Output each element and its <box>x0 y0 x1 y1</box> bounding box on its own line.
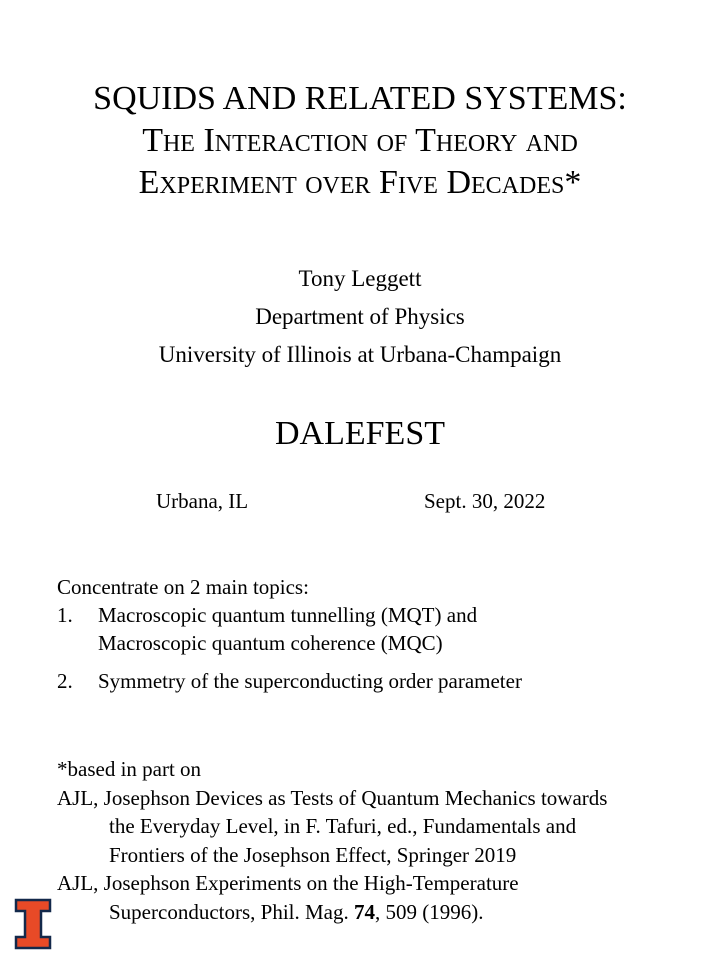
topic-line: Macroscopic quantum tunnelling (MQT) and <box>98 603 478 627</box>
reference-volume: 74 <box>353 899 375 924</box>
title-line-2: The Interaction of Theory and <box>142 122 578 159</box>
reference-text: , 509 (1996). <box>374 899 484 924</box>
references-section <box>57 755 707 926</box>
reference-line <box>57 898 707 927</box>
topic-number: 1. <box>57 603 73 627</box>
reference-text: Superconductors, Phil. Mag. <box>109 899 354 924</box>
author-department: Department of Physics <box>255 304 465 329</box>
illinois-block-i-icon <box>14 898 52 950</box>
event-name: DALEFEST <box>275 415 445 452</box>
reference-item <box>57 869 707 926</box>
topic-item <box>57 601 697 657</box>
author-university: University of Illinois at Urbana-Champaign <box>158 342 562 367</box>
reference-line: AJL, Josephson Experiments on the High-Temperature <box>57 871 519 895</box>
references-intro: *based in part on <box>57 757 202 781</box>
topic-line: Symmetry of the superconducting order parameter <box>98 669 522 693</box>
topics-intro: Concentrate on 2 main topics: <box>57 575 309 599</box>
event-date: Sept. 30, 2022 <box>424 489 546 513</box>
author-name: Tony Leggett <box>298 266 422 291</box>
author-block <box>0 260 720 374</box>
reference-item <box>57 784 707 870</box>
slide-title <box>0 78 720 204</box>
title-line-3: Experiment over Five Decades* <box>138 164 582 201</box>
topics-section <box>57 573 697 695</box>
event-place: Urbana, IL <box>156 489 249 513</box>
topic-line: Macroscopic quantum coherence (MQC) <box>98 631 443 655</box>
topic-number: 2. <box>57 669 73 693</box>
reference-line: Frontiers of the Josephson Effect, Springer 2019 <box>109 842 517 867</box>
reference-line: AJL, Josephson Devices as Tests of Quantum Mechanics towards <box>57 785 608 810</box>
reference-line: the Everyday Level, in F. Tafuri, ed., Fundamentals and <box>109 814 577 838</box>
title-line-1: SQUIDS AND RELATED SYSTEMS: <box>93 80 627 117</box>
topic-item <box>57 667 697 695</box>
